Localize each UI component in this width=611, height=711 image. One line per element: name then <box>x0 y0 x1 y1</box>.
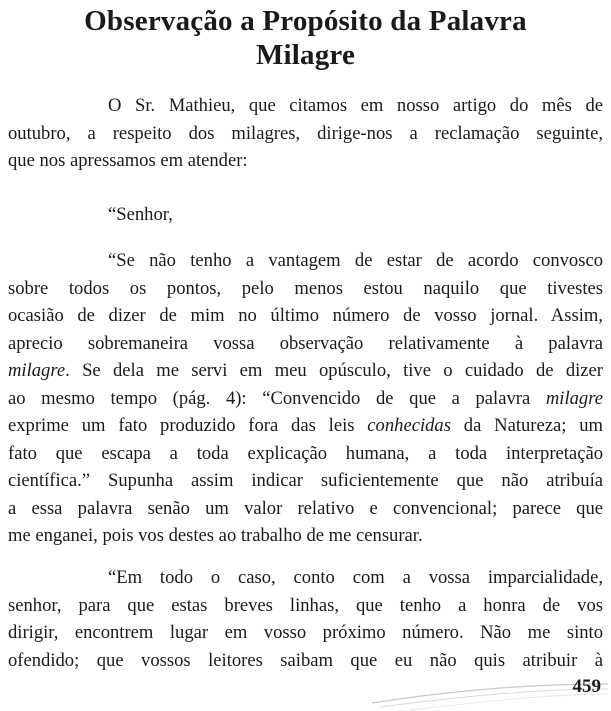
paragraph-letter-continued <box>8 564 603 674</box>
text-run: ao mesmo tempo (pág. 4): “Convencido de que a palavra <box>8 387 546 409</box>
text-line: fato que escapa a toda explicação humana, a toda interpretação <box>8 442 603 464</box>
text-line <box>8 357 603 385</box>
title-line-2: Milagre <box>255 39 356 71</box>
text-run: da Natureza; um <box>450 415 603 436</box>
text-run: exprime um fato produzido fora das leis <box>8 415 368 436</box>
text-run: . Se dela me servi em meu opúsculo, tive o cuidado de dizer <box>65 360 603 381</box>
italic-word: milagre <box>8 360 66 381</box>
text-line: me enganei, pois vos destes ao trabalho de me censurar. <box>8 525 423 546</box>
chapter-title <box>0 0 611 72</box>
text-line: ofendido; que vossos leitores saibam que eu não quis atribuir à <box>8 649 603 671</box>
paragraph-salutation <box>8 201 603 229</box>
text-line: O Sr. Mathieu, que citamos em nosso artigo do mês de <box>108 95 603 116</box>
text-line: “Em todo o caso, conto com a vossa imparcialidade, <box>108 567 603 588</box>
title-line-1: Observação a Propósito da Palavra <box>84 5 527 37</box>
paragraph-letter-body <box>8 247 603 550</box>
text-line: senhor, para que estas breves linhas, que tenho a honra de vos <box>8 594 603 616</box>
text-line: “Senhor, <box>108 204 173 225</box>
text-line <box>8 385 603 413</box>
italic-word: milagre <box>545 387 603 409</box>
text-line <box>8 412 603 440</box>
text-line: outubro, a respeito dos milagres, dirige-nos a reclamação seguinte, <box>8 122 603 144</box>
text-line: aprecio sobremaneira vossa observação relativamente à palavra <box>8 332 603 354</box>
text-line: a essa palavra senão um valor relativo e convencional; parece que <box>8 497 603 519</box>
text-line: “Se não tenho a vantagem de estar de acordo convosco <box>108 250 603 271</box>
text-line: dirigir, encontrem lugar em vosso próximo número. Não me sinto <box>8 622 603 643</box>
page-number: 459 <box>572 676 601 697</box>
text-line: sobre todos os pontos, pelo menos estou naquilo que tivestes <box>8 277 603 299</box>
text-line: que nos apressamos em atender: <box>8 150 248 171</box>
text-line: científica.” Supunha assim indicar suficientemente que não atribuía <box>8 470 603 491</box>
paragraph-intro <box>8 92 603 175</box>
text-line: ocasião de dizer de mim no último número de vosso jornal. Assim, <box>8 305 603 326</box>
italic-word: conhecidas <box>367 415 451 436</box>
